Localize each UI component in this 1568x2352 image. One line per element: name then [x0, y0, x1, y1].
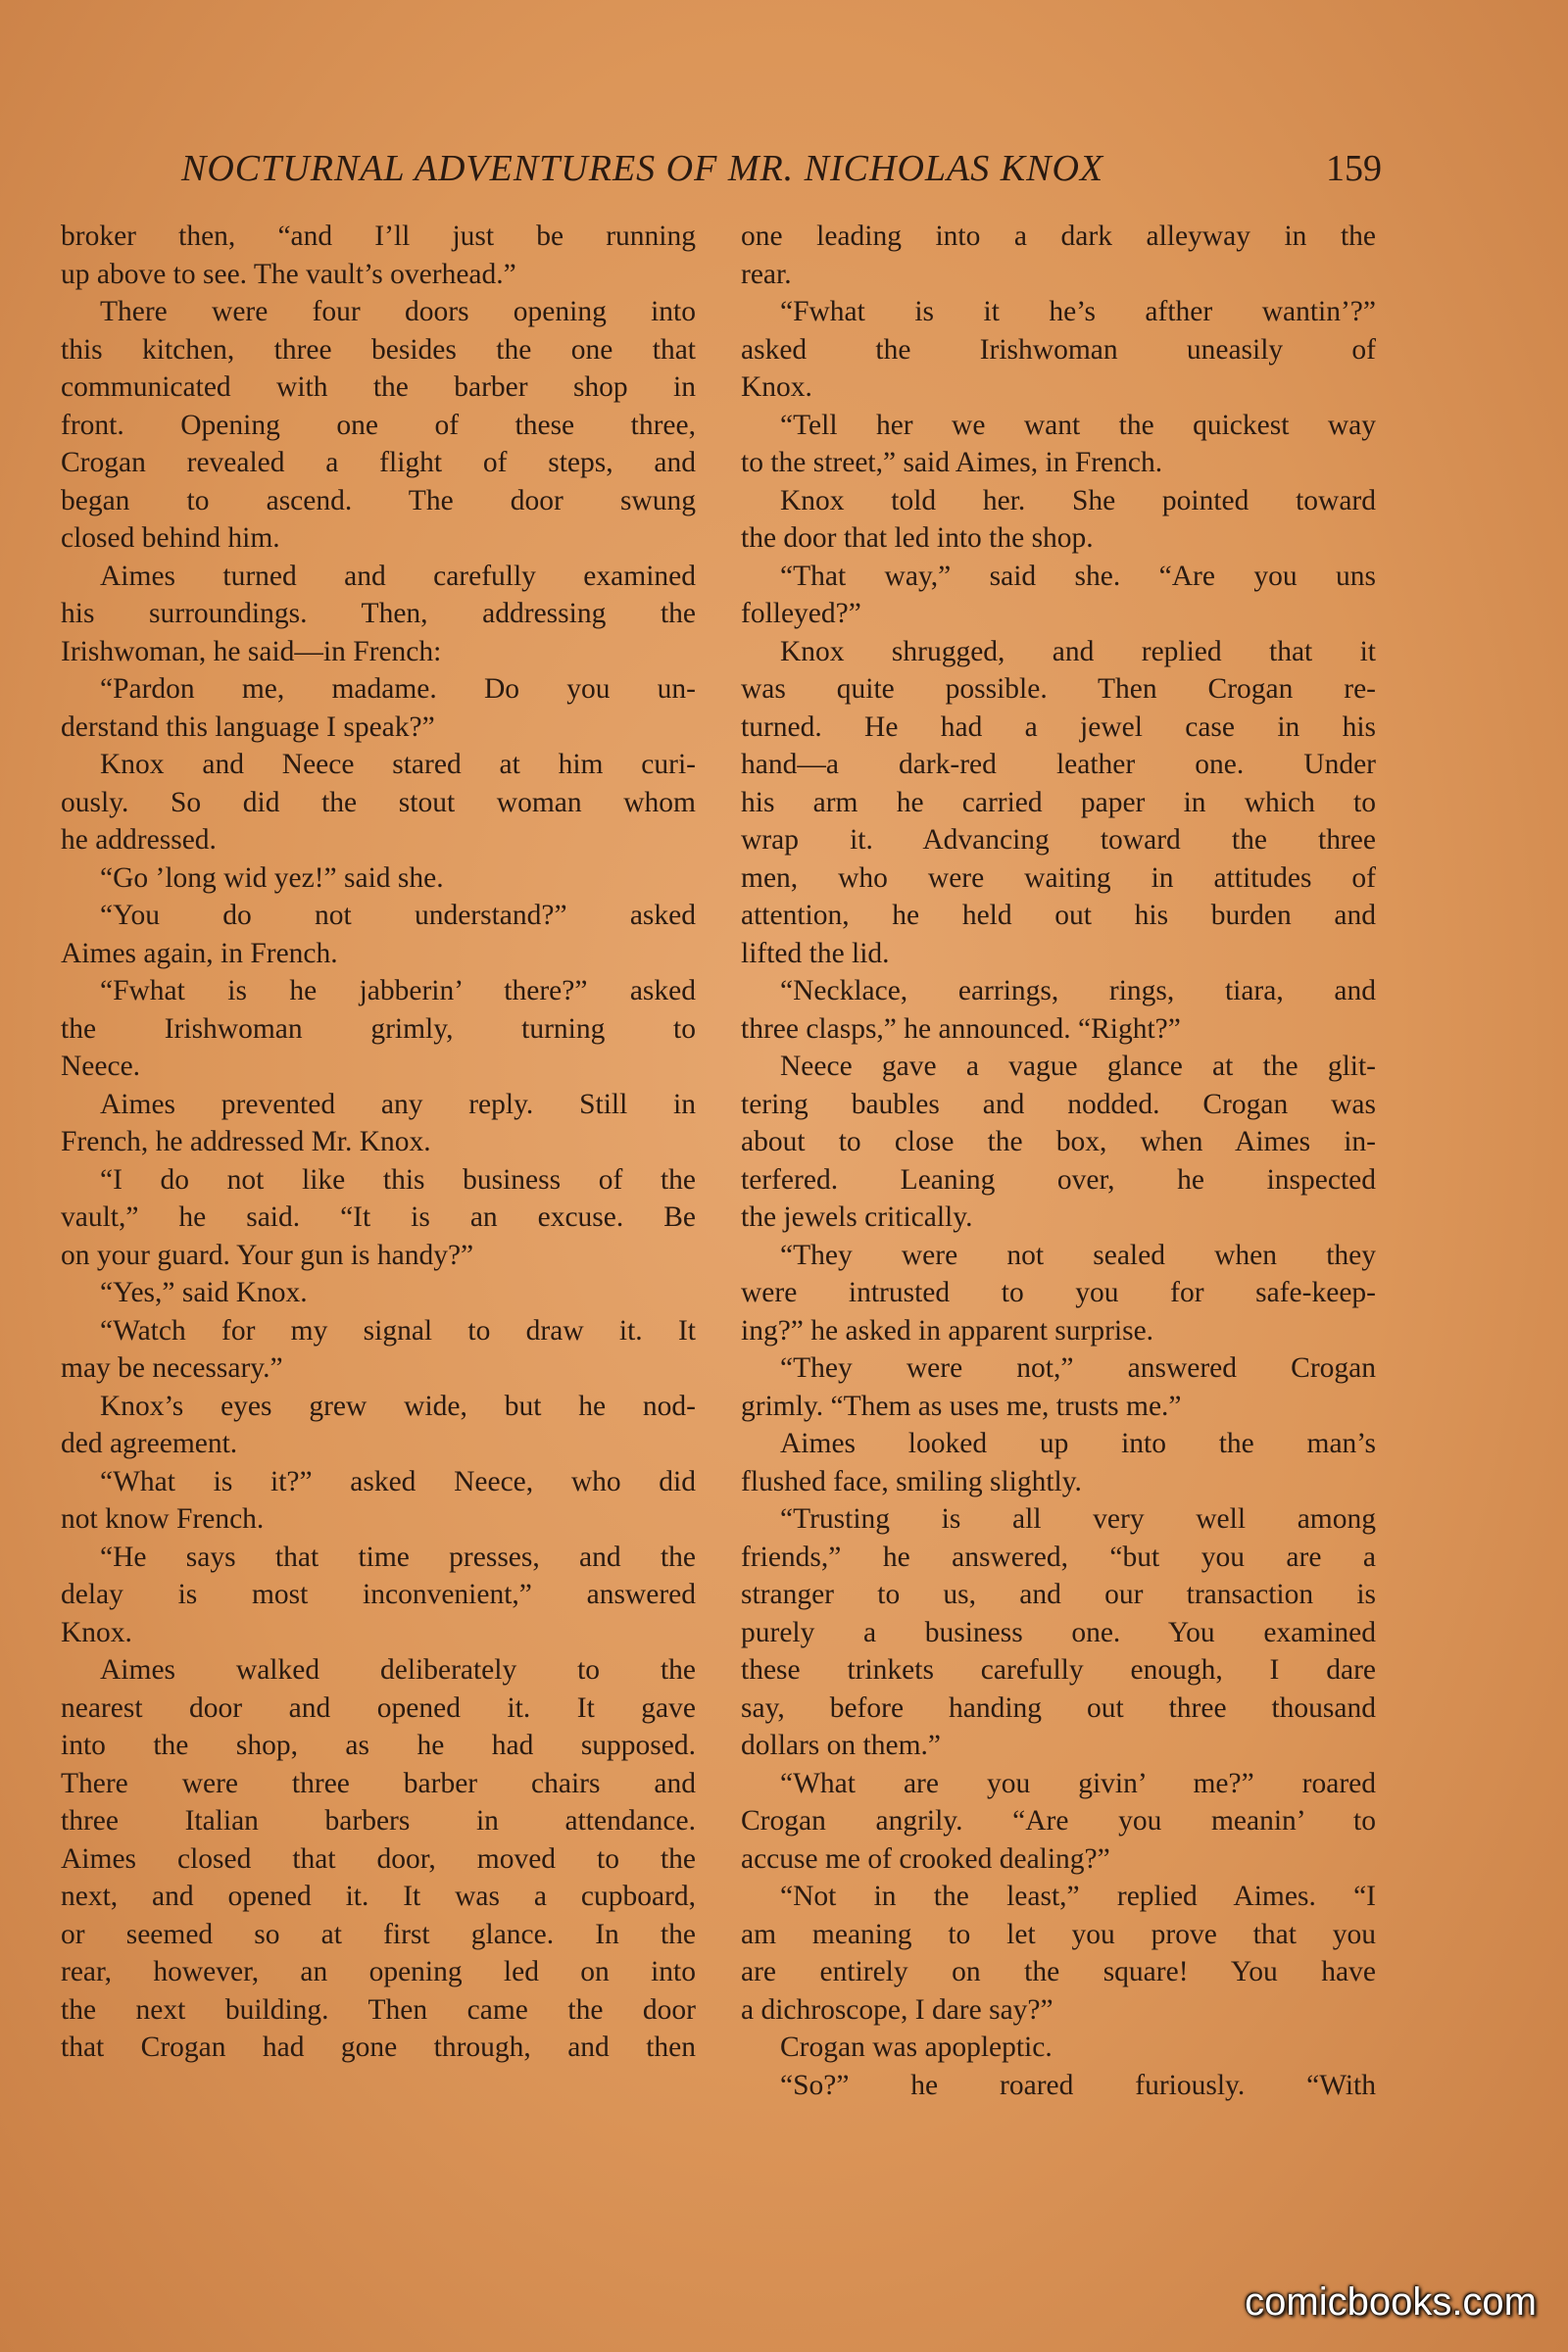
- text-line: “Fwhat is it he’s afther wantin’?”: [780, 296, 1376, 327]
- text-line: Aimes walked deliberately to the: [100, 1654, 696, 1686]
- text-line: his arm he carried paper in which to: [741, 786, 1376, 818]
- text-line: “Watch for my signal to draw it. It: [100, 1314, 696, 1347]
- text-line: are entirely on the square! You have: [741, 1956, 1376, 1987]
- text-line: “You do not understand?” asked: [100, 900, 696, 931]
- text-line: rear.: [741, 258, 792, 290]
- text-line: Neece.: [61, 1051, 141, 1082]
- text-line: not know French.: [61, 1503, 265, 1535]
- text-line: “They were not,” answered Crogan: [780, 1352, 1376, 1384]
- text-line: “Yes,” said Knox.: [100, 1277, 308, 1308]
- text-line: closed behind him.: [61, 522, 280, 554]
- text-line: “Pardon me, madame. Do you un-: [100, 673, 696, 705]
- text-line: Crogan revealed a flight of steps, and: [61, 447, 696, 478]
- text-line: purely a business one. You examined: [741, 1616, 1376, 1648]
- text-line: Aimes closed that door, moved to the: [61, 1842, 696, 1875]
- text-line: “He says that time presses, and the: [100, 1541, 696, 1573]
- text-line: turned. He had a jewel case in his: [741, 710, 1376, 743]
- text-line: wrap it. Advancing toward the three: [741, 824, 1376, 856]
- text-line: tering baubles and nodded. Crogan was: [741, 1088, 1376, 1120]
- text-line: stranger to us, and our transaction is: [741, 1579, 1376, 1610]
- text-line: terfered. Leaning over, he inspected: [741, 1163, 1376, 1196]
- text-line: the Irishwoman grimly, turning to: [61, 1012, 696, 1045]
- text-line: “What are you givin’ me?” roared: [780, 1767, 1376, 1799]
- text-line: up above to see. The vault’s overhead.”: [61, 258, 516, 290]
- page-number: 159: [1326, 148, 1382, 189]
- text-line: hand—a dark-red leather one. Under: [741, 749, 1376, 780]
- text-line: the door that led into the shop.: [741, 522, 1094, 554]
- text-line: There were four doors opening into: [100, 296, 696, 327]
- text-line: this kitchen, three besides the one that: [61, 333, 696, 366]
- text-line: these trinkets carefully enough, I dare: [741, 1654, 1376, 1686]
- text-line: three clasps,” he announced. “Right?”: [741, 1012, 1181, 1045]
- text-line: about to close the box, when Aimes in-: [741, 1126, 1376, 1157]
- text-line: were intrusted to you for safe-keep-: [741, 1277, 1376, 1308]
- text-line: three Italian barbers in attendance.: [61, 1805, 696, 1837]
- text-line: asked the Irishwoman uneasily of: [741, 333, 1376, 366]
- text-line: Crogan angrily. “Are you meanin’ to: [741, 1805, 1376, 1837]
- text-line: Aimes turned and carefully examined: [100, 560, 696, 592]
- text-line: Knox and Neece stared at him curi-: [100, 749, 696, 780]
- text-line: “That way,” said she. “Are you uns: [780, 560, 1376, 592]
- text-line: folleyed?”: [741, 598, 861, 629]
- text-line: There were three barber chairs and: [61, 1767, 696, 1799]
- text-line: ing?” he asked in apparent surprise.: [741, 1314, 1154, 1347]
- text-line: attention, he held out his burden and: [741, 900, 1376, 931]
- text-line: into the shop, as he had supposed.: [61, 1730, 696, 1761]
- text-line: “Not in the least,” replied Aimes. “I: [780, 1881, 1376, 1912]
- text-line: his surroundings. Then, addressing the: [61, 598, 696, 629]
- text-line: Aimes again, in French.: [61, 937, 338, 969]
- text-line: flushed face, smiling slightly.: [741, 1465, 1082, 1497]
- text-line: Neece gave a vague glance at the glit-: [780, 1051, 1376, 1082]
- text-line: friends,” he answered, “but you are a: [741, 1541, 1376, 1573]
- text-line: began to ascend. The door swung: [61, 484, 696, 516]
- text-line: “They were not sealed when they: [780, 1239, 1376, 1271]
- text-line: Aimes looked up into the man’s: [780, 1428, 1376, 1459]
- text-column-right: [741, 218, 1376, 2104]
- page-header: [181, 147, 1382, 206]
- text-line: front. Opening one of these three,: [61, 409, 696, 441]
- text-line: Aimes prevented any reply. Still in: [100, 1088, 696, 1120]
- text-line: “What is it?” asked Neece, who did: [100, 1465, 696, 1497]
- text-line: “Fwhat is he jabberin’ there?” asked: [100, 975, 696, 1006]
- text-line: “I do not like this business of the: [100, 1163, 696, 1196]
- text-line: or seemed so at first glance. In the: [61, 1918, 696, 1950]
- text-line: rear, however, an opening led on into: [61, 1956, 696, 1987]
- text-line: derstand this language I speak?”: [61, 710, 435, 743]
- text-line: a dichroscope, I dare say?”: [741, 1993, 1054, 2026]
- text-line: ously. So did the stout woman whom: [61, 786, 696, 818]
- text-line: on your guard. Your gun is handy?”: [61, 1239, 474, 1271]
- text-line: vault,” he said. “It is an excuse. Be: [61, 1201, 696, 1233]
- text-line: Knox.: [61, 1616, 132, 1648]
- text-line: Crogan was apopleptic.: [780, 2032, 1053, 2063]
- text-line: “Necklace, earrings, rings, tiara, and: [780, 975, 1376, 1006]
- text-line: the next building. Then came the door: [61, 1993, 696, 2026]
- text-line: next, and opened it. It was a cupboard,: [61, 1881, 696, 1912]
- text-line: Knox.: [741, 371, 812, 403]
- text-line: lifted the lid.: [741, 937, 890, 969]
- text-line: French, he addressed Mr. Knox.: [61, 1126, 431, 1157]
- text-line: “Trusting is all very well among: [780, 1503, 1376, 1535]
- text-line: dollars on them.”: [741, 1730, 941, 1761]
- text-line: to the street,” said Aimes, in French.: [741, 447, 1163, 478]
- text-line: nearest door and opened it. It gave: [61, 1691, 696, 1724]
- text-line: that Crogan had gone through, and then: [61, 2032, 696, 2063]
- text-line: “Go ’long wid yez!” said she.: [100, 861, 444, 894]
- text-line: Irishwoman, he said—in French:: [61, 635, 442, 667]
- text-column-left: [61, 218, 696, 2067]
- text-line: Knox told her. She pointed toward: [780, 484, 1376, 516]
- text-line: was quite possible. Then Crogan re-: [741, 673, 1376, 705]
- text-line: “So?” he roared furiously. “With: [780, 2069, 1376, 2101]
- text-line: say, before handing out three thousand: [741, 1691, 1376, 1724]
- text-line: communicated with the barber shop in: [61, 371, 696, 403]
- text-line: he addressed.: [61, 824, 217, 856]
- text-line: delay is most inconvenient,” answered: [61, 1579, 696, 1610]
- text-line: broker then, “and I’ll just be running: [61, 220, 696, 252]
- text-line: men, who were waiting in attitudes of: [741, 861, 1376, 894]
- watermark-logo: comicbooks.com: [1245, 2280, 1537, 2324]
- text-line: accuse me of crooked dealing?”: [741, 1842, 1110, 1875]
- text-line: am meaning to let you prove that you: [741, 1918, 1376, 1950]
- text-line: Knox’s eyes grew wide, but he nod-: [100, 1390, 696, 1422]
- text-line: may be necessary.”: [61, 1352, 283, 1384]
- text-line: the jewels critically.: [741, 1201, 973, 1233]
- text-line: Knox shrugged, and replied that it: [780, 635, 1376, 667]
- text-line: one leading into a dark alleyway in the: [741, 220, 1376, 252]
- text-line: grimly. “Them as uses me, trusts me.”: [741, 1390, 1182, 1422]
- running-head: NOCTURNAL ADVENTURES OF MR. NICHOLAS KNOX: [181, 148, 1104, 189]
- text-line: ded agreement.: [61, 1428, 238, 1459]
- text-line: “Tell her we want the quickest way: [780, 409, 1376, 441]
